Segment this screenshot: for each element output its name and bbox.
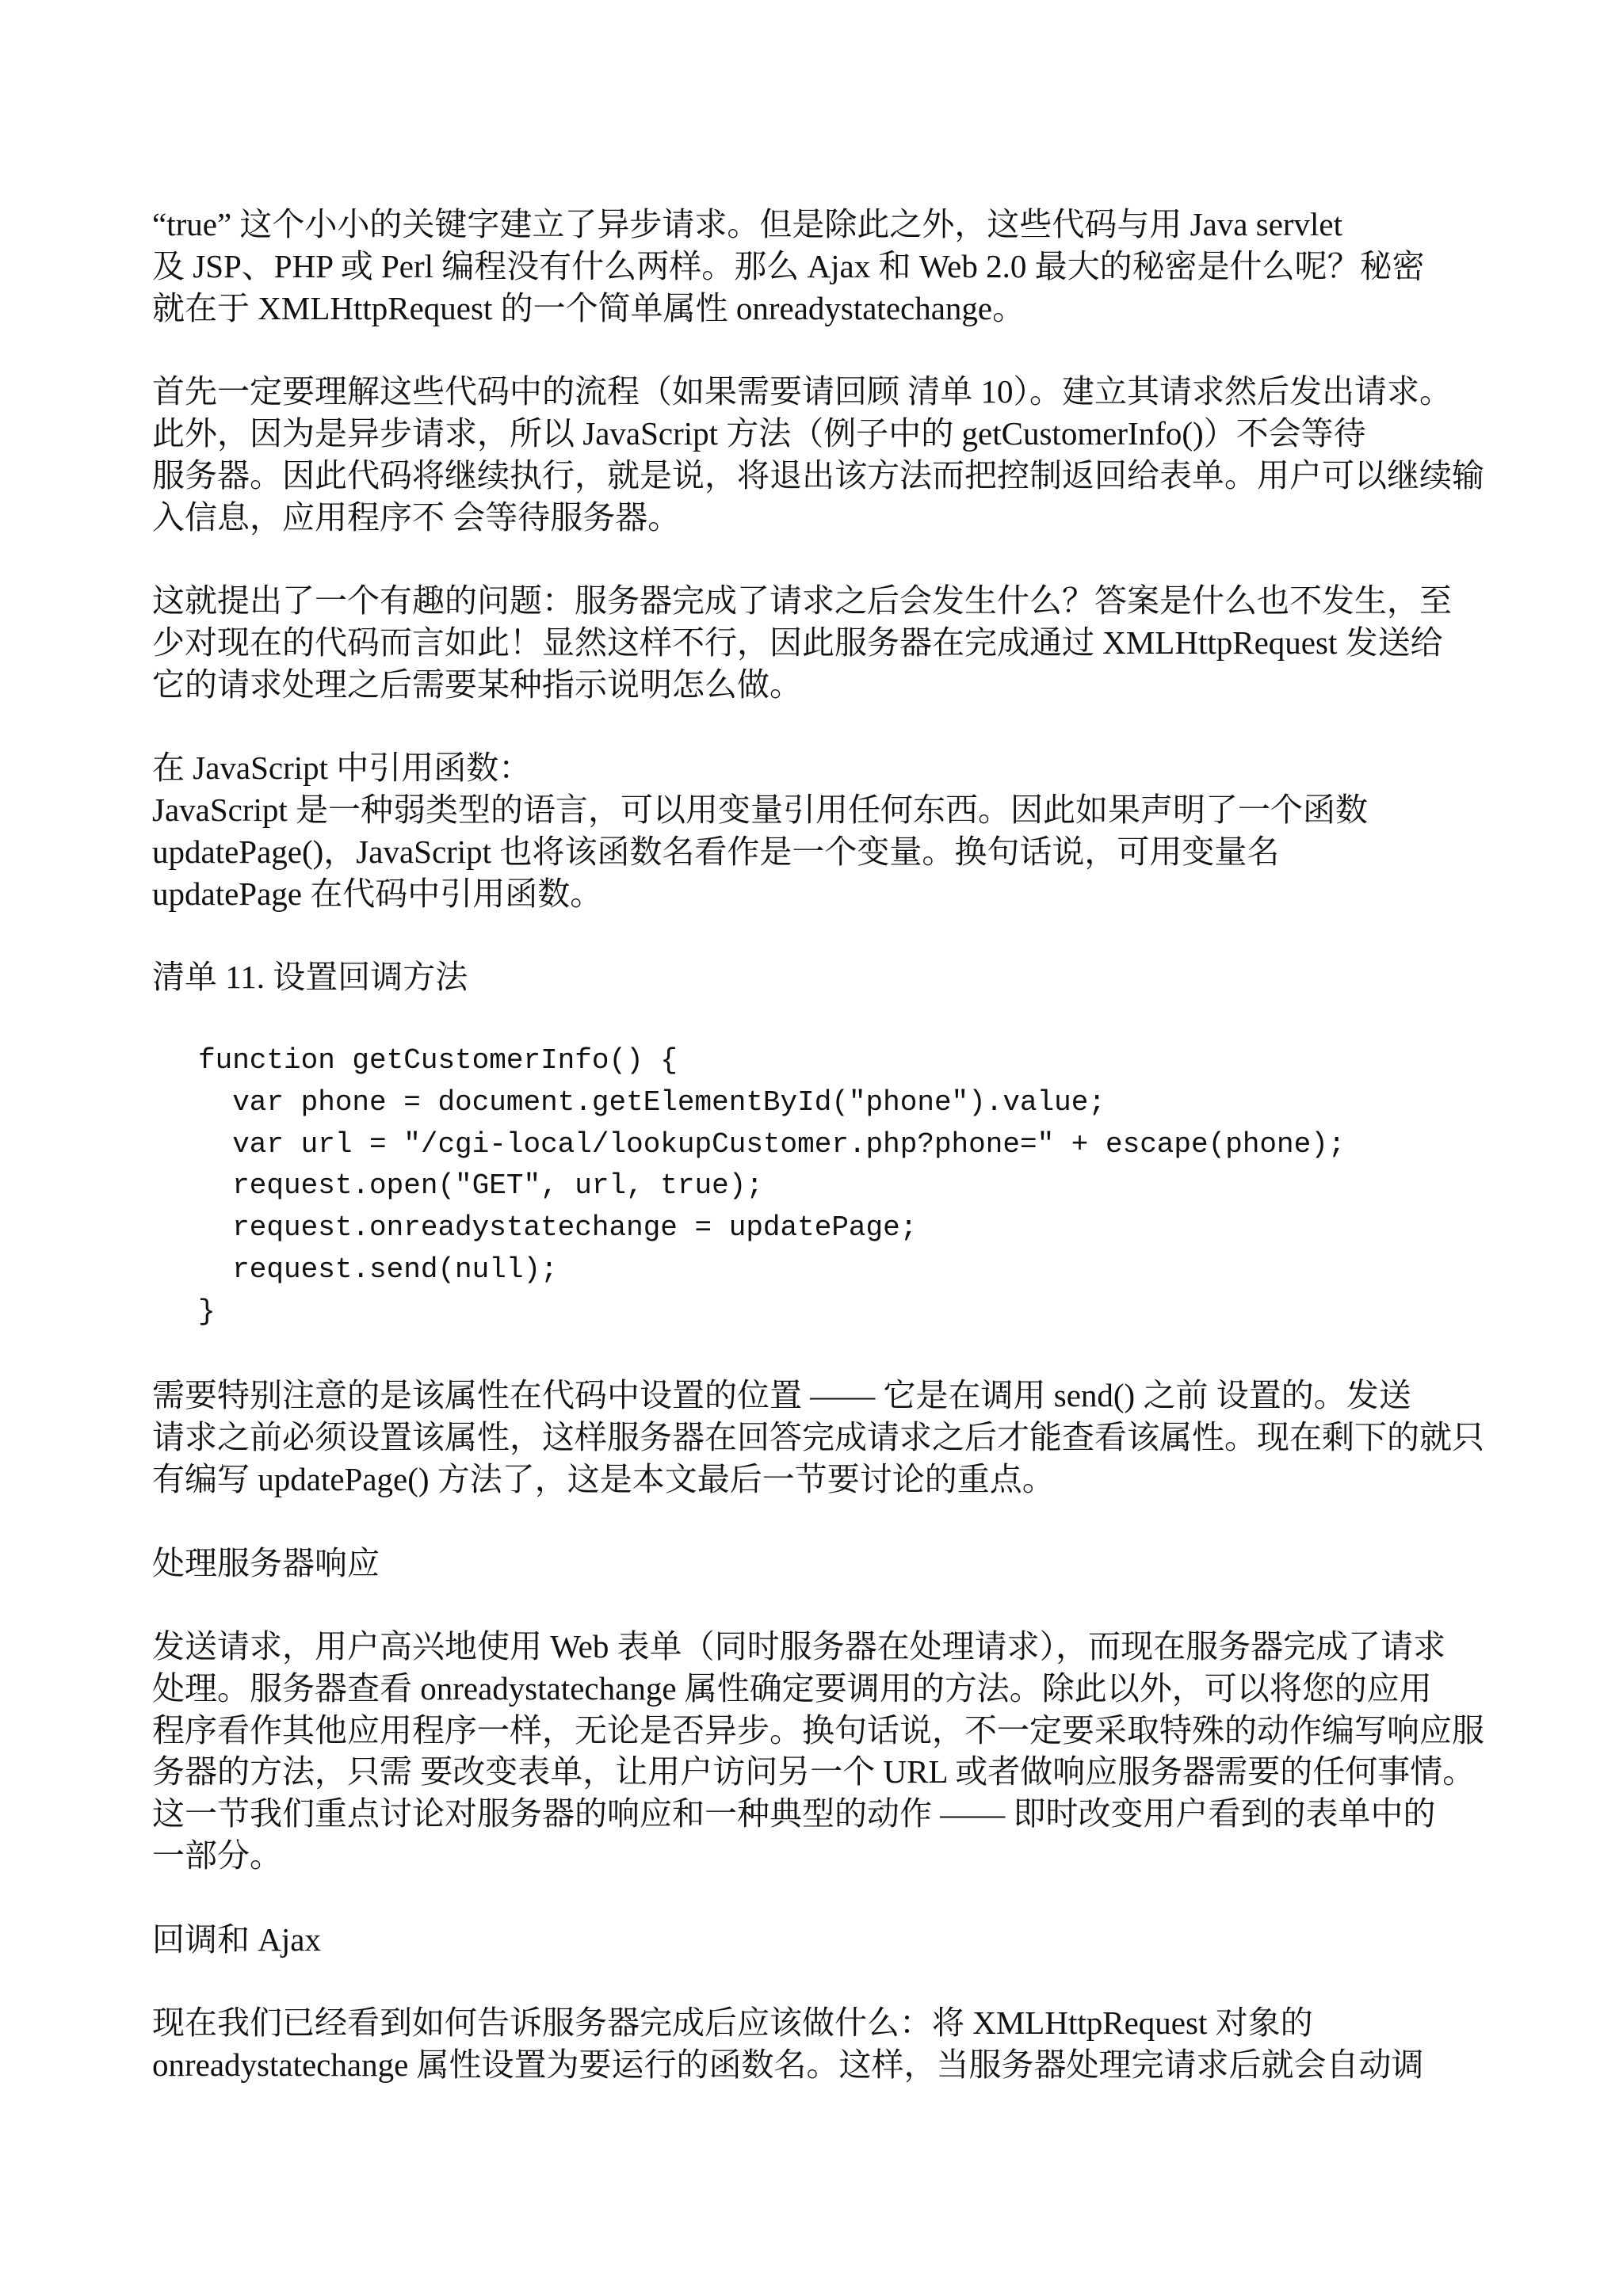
code-line: } (198, 1295, 216, 1328)
text-line: 需要特别注意的是该属性在代码中设置的位置 —— 它是在调用 send() 之前 设置的。发送 (152, 1377, 1411, 1414)
text-line: 就在于 XMLHttpRequest 的一个简单属性 onreadystatechange。 (152, 289, 1025, 326)
text-line: 此外，因为是异步请求，所以 JavaScript 方法（例子中的 getCustomerInfo()）不会等待 (152, 414, 1366, 452)
text-line: 处理。服务器查看 onreadystatechange 属性确定要调用的方法。除此以外，可以将您的应用 (152, 1669, 1432, 1707)
paragraph-callbacks (152, 2002, 1594, 2086)
paragraph-function-reference (152, 747, 1594, 914)
text-line: 有编写 updatePage() 方法了，这是本文最后一节要讨论的重点。 (152, 1460, 1055, 1497)
section-heading-response (152, 1543, 1594, 1585)
text-line: 及 JSP、PHP 或 Perl 编程没有什么两样。那么 Ajax 和 Web 2.0 最大的秘密是什么呢？秘密 (152, 247, 1425, 284)
section-heading-callbacks (152, 1919, 1594, 1961)
listing-caption-text: 清单 11. 设置回调方法 (152, 959, 468, 996)
text-line: 现在我们已经看到如何告诉服务器完成后应该做什么：将 XMLHttpRequest 对象的 (152, 2004, 1313, 2042)
listing-caption (152, 956, 1594, 998)
code-line: var phone = document.getElementById("phone").value; (198, 1085, 1106, 1119)
text-line: 在 JavaScript 中引用函数： (152, 749, 532, 787)
text-line: 它的请求处理之后需要某种指示说明怎么做。 (152, 666, 802, 703)
text-line: 入信息，应用程序不 会等待服务器。 (152, 498, 681, 536)
section-heading: 回调和 Ajax (152, 1920, 321, 1958)
text-line: 服务器。因此代码将继续执行，就是说，将退出该方法而把控制返回给表单。用户可以继续输 (152, 456, 1484, 494)
text-line: 一部分。 (152, 1837, 282, 1875)
code-line: function getCustomerInfo() { (198, 1043, 678, 1077)
text-line: onreadystatechange 属性设置为要运行的函数名。这样，当服务器处理完请求后就会自动调 (152, 2046, 1424, 2084)
document-body (152, 204, 1594, 2128)
code-listing (152, 1040, 1594, 1333)
paragraph-response (152, 1626, 1594, 1877)
text-line: “true” 这个小小的关键字建立了异步请求。但是除此之外，这些代码与用 Java servlet (152, 206, 1343, 242)
text-line: 少对现在的代码而言如此！显然这样不行，因此服务器在完成通过 XMLHttpRequest 发送给 (152, 624, 1443, 661)
text-line: 程序看作其他应用程序一样，无论是否异步。换句话说，不一定要采取特殊的动作编写响应服 (152, 1711, 1484, 1749)
code-line: request.send(null); (198, 1253, 558, 1286)
text-line: updatePage 在代码中引用函数。 (152, 875, 603, 912)
section-heading: 处理服务器响应 (152, 1544, 380, 1581)
paragraph-callback-note (152, 1375, 1594, 1500)
code-line: request.open("GET", url, true); (198, 1169, 763, 1203)
text-line: 这一节我们重点讨论对服务器的响应和一种典型的动作 —— 即时改变用户看到的表单中的 (152, 1795, 1436, 1833)
code-line: request.onreadystatechange = updatePage; (198, 1211, 918, 1245)
text-line: JavaScript 是一种弱类型的语言，可以用变量引用任何东西。因此如果声明了一个函数 (152, 791, 1369, 829)
text-line: 务器的方法，只需 要改变表单，让用户访问另一个 URL 或者做响应服务器需要的任何事情。 (152, 1753, 1476, 1791)
text-line: 发送请求，用户高兴地使用 Web 表单（同时服务器在处理请求），而现在服务器完成了请求 (152, 1628, 1446, 1665)
text-line: 首先一定要理解这些代码中的流程（如果需要请回顾 清单 10）。建立其请求然后发出请求。 (152, 373, 1452, 410)
text-line: 这就提出了一个有趣的问题：服务器完成了请求之后会发生什么？答案是什么也不发生，至 (152, 582, 1452, 620)
paragraph-flow (152, 371, 1594, 538)
paragraph-question (152, 580, 1594, 705)
text-line: updatePage()，JavaScript 也将该函数名看作是一个变量。换句话说，可用变量名 (152, 833, 1280, 870)
text-line: 请求之前必须设置该属性，这样服务器在回答完成请求之后才能查看该属性。现在剩下的就只 (152, 1419, 1484, 1456)
paragraph-intro (152, 204, 1594, 329)
code-line: var url = "/cgi-local/lookupCustomer.php?phone=" + escape(phone); (198, 1127, 1346, 1161)
